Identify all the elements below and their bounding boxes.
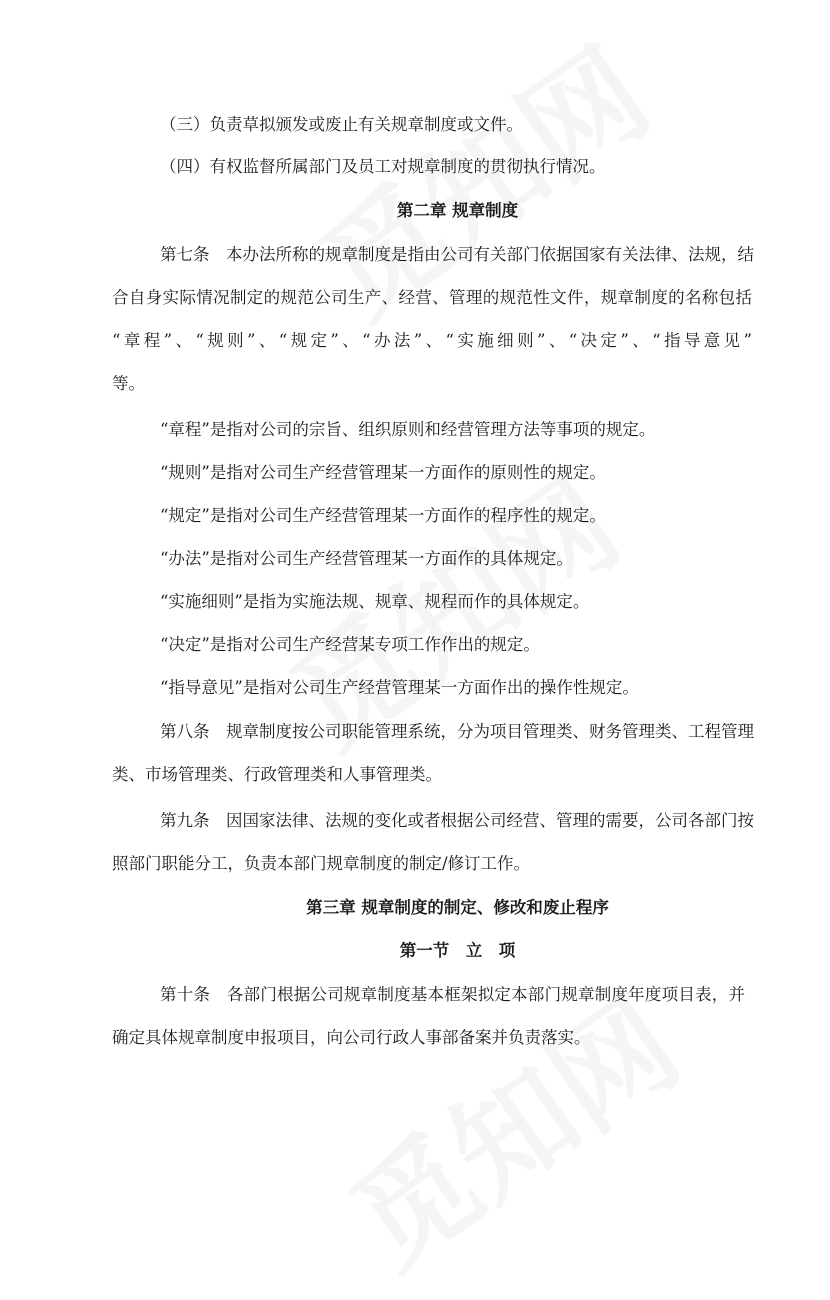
chapter-2-heading: 第二章 规章制度 bbox=[396, 201, 519, 220]
section-1-heading: 第一节 立 项 bbox=[399, 941, 516, 960]
definition-measures: “办法”是指对公司生产经营管理某一方面作的具体规定。 bbox=[160, 549, 573, 568]
article-8-line-1: 第八条 规章制度按公司职能管理系统，分为项目管理类、财务管理类、工程管理 bbox=[160, 722, 754, 741]
article-9-line-2: 照部门职能分工，负责本部门规章制度的制定/修订工作。 bbox=[112, 854, 531, 873]
definition-rules: “规则”是指对公司生产经营管理某一方面作的原则性的规定。 bbox=[160, 463, 606, 482]
article-10-line-1: 第十条 各部门根据公司规章制度基本框架拟定本部门规章制度年度项目表，并 bbox=[160, 985, 745, 1004]
chapter-3-heading: 第三章 规章制度的制定、修改和废止程序 bbox=[306, 898, 609, 917]
clause-3: （三）负责草拟颁发或废止有关规章制度或文件。 bbox=[160, 115, 523, 134]
definition-charter: “章程”是指对公司的宗旨、组织原则和经营管理方法等事项的规定。 bbox=[160, 420, 656, 439]
clause-4: （四）有权监督所属部门及员工对规章制度的贯彻执行情况。 bbox=[160, 157, 606, 176]
article-7-line-3: “章程”、“规则”、“规定”、“办法”、“实施细则”、“决定”、“指导意见” bbox=[112, 331, 752, 350]
definition-implementation-rules: “实施细则”是指为实施法规、规章、规程而作的具体规定。 bbox=[160, 592, 590, 611]
article-7-line-2: 合自身实际情况制定的规范公司生产、经营、管理的规范性文件，规章制度的名称包括 bbox=[112, 288, 752, 307]
definition-guidance: “指导意见”是指对公司生产经营管理某一方面作出的操作性规定。 bbox=[160, 678, 639, 697]
article-9-line-1: 第九条 因国家法律、法规的变化或者根据公司经营、管理的需要，公司各部门按 bbox=[160, 811, 754, 830]
article-8-line-2: 类、市场管理类、行政管理类和人事管理类。 bbox=[112, 765, 442, 784]
article-7-line-4: 等。 bbox=[112, 374, 145, 393]
article-7-line-1: 第七条 本办法所称的规章制度是指由公司有关部门依据国家有关法律、法规，结 bbox=[160, 245, 754, 264]
definition-decisions: “决定”是指对公司生产经营某专项工作作出的规定。 bbox=[160, 635, 540, 654]
article-10-line-2: 确定具体规章制度申报项目，向公司行政人事部备案并负责落实。 bbox=[112, 1028, 591, 1047]
definition-provisions: “规定”是指对公司生产经营管理某一方面作的程序性的规定。 bbox=[160, 506, 606, 525]
